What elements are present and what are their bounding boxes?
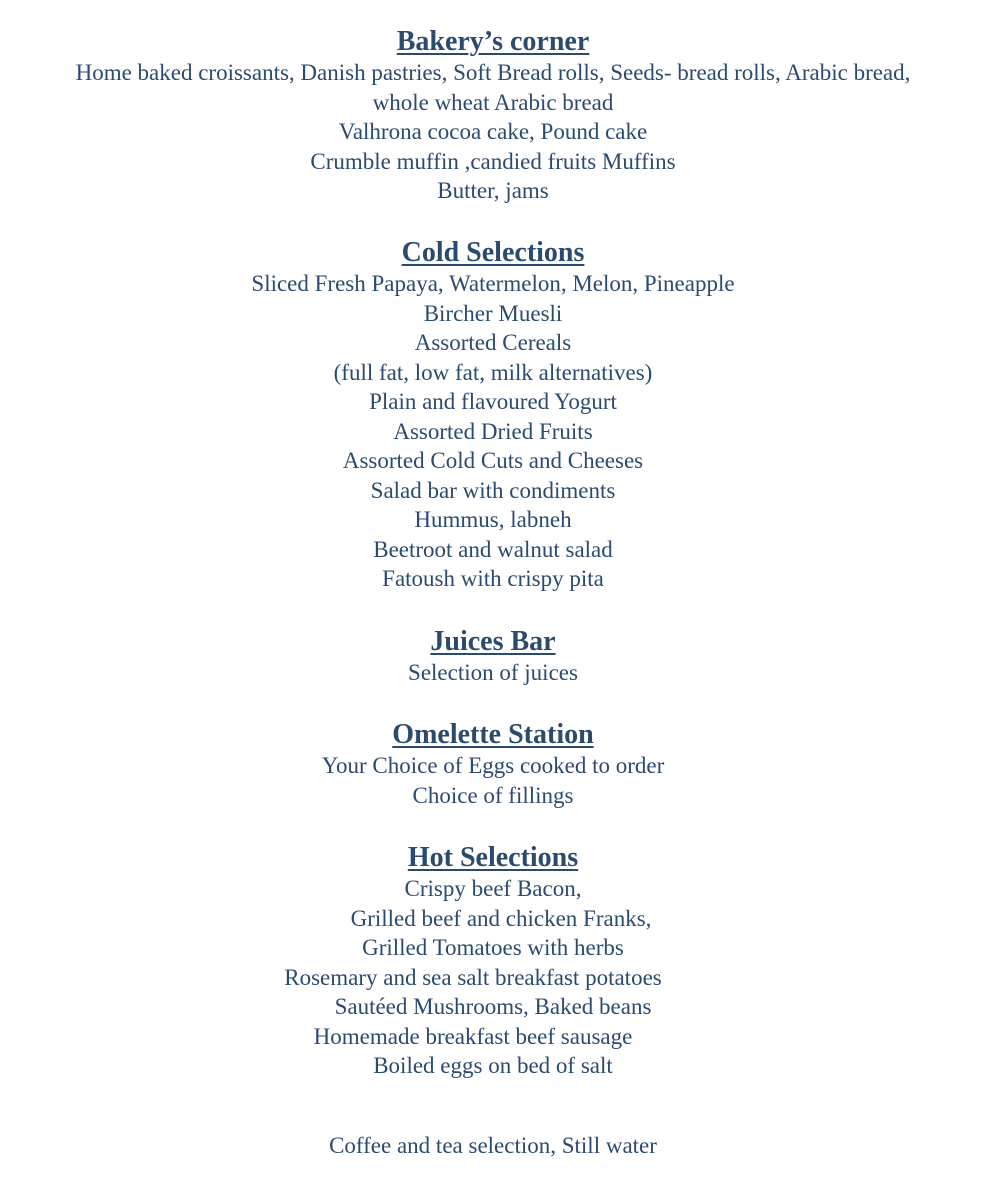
menu-line: Rosemary and sea salt breakfast potatoes xyxy=(284,964,662,990)
menu-line: Selection of juices xyxy=(408,660,578,685)
menu-line: Choice of fillings xyxy=(412,782,574,808)
menu-line: Sautéed Mushrooms, Baked beans xyxy=(334,994,652,1019)
menu-line: Valhrona cocoa cake, Pound cake xyxy=(338,119,648,144)
menu-line: Boiled eggs on bed of salt xyxy=(373,1053,613,1078)
menu-line: Butter, jams xyxy=(437,178,549,203)
menu-line: Assorted Cold Cuts and Cheeses xyxy=(342,448,644,473)
menu-line: Plain and flavoured Yogurt xyxy=(369,389,617,414)
footer-line: Coffee and tea selection, Still water xyxy=(329,1133,657,1158)
section-title-cold: Cold Selections xyxy=(401,237,585,268)
section-title-juices: Juices Bar xyxy=(430,626,556,657)
section-hot-selections xyxy=(0,842,986,1081)
menu-line: whole wheat Arabic bread xyxy=(372,89,614,115)
menu-line: Crispy beef Bacon, xyxy=(404,876,582,901)
menu-line: Home baked croissants, Danish pastries, Soft Bread rolls, Seeds- bread rolls, Arabic bread, xyxy=(75,60,911,85)
section-title-hot: Hot Selections xyxy=(407,842,579,873)
menu-line: Assorted Cereals xyxy=(414,330,572,355)
menu-line: Fatoush with crispy pita xyxy=(382,566,604,591)
section-title-bakery: Bakery’s corner xyxy=(396,26,590,57)
section-omelette-station xyxy=(0,719,986,810)
menu-line: Salad bar with condiments xyxy=(370,477,616,503)
menu-line: Bircher Muesli xyxy=(423,300,563,326)
menu-line: Sliced Fresh Papaya, Watermelon, Melon, Pineapple xyxy=(251,271,735,296)
menu-line: Hummus, labneh xyxy=(414,507,572,532)
section-bakery xyxy=(0,26,986,206)
section-juices-bar xyxy=(0,626,986,688)
menu-line: Assorted Dried Fruits xyxy=(393,418,593,444)
section-title-omelette: Omelette Station xyxy=(392,719,594,750)
menu-line: (full fat, low fat, milk alternatives) xyxy=(333,359,653,385)
section-cold-selections xyxy=(0,237,986,594)
menu-line: Your Choice of Eggs cooked to order xyxy=(321,753,665,778)
menu-line: Beetroot and walnut salad xyxy=(373,536,613,562)
menu-line: Crumble muffin ,candied fruits Muffins xyxy=(310,148,676,174)
menu-line: Grilled Tomatoes with herbs xyxy=(362,935,624,960)
menu-line: Homemade breakfast beef sausage xyxy=(313,1023,633,1049)
menu-line: Grilled beef and chicken Franks, xyxy=(350,905,652,931)
footer-beverages xyxy=(0,1131,986,1161)
